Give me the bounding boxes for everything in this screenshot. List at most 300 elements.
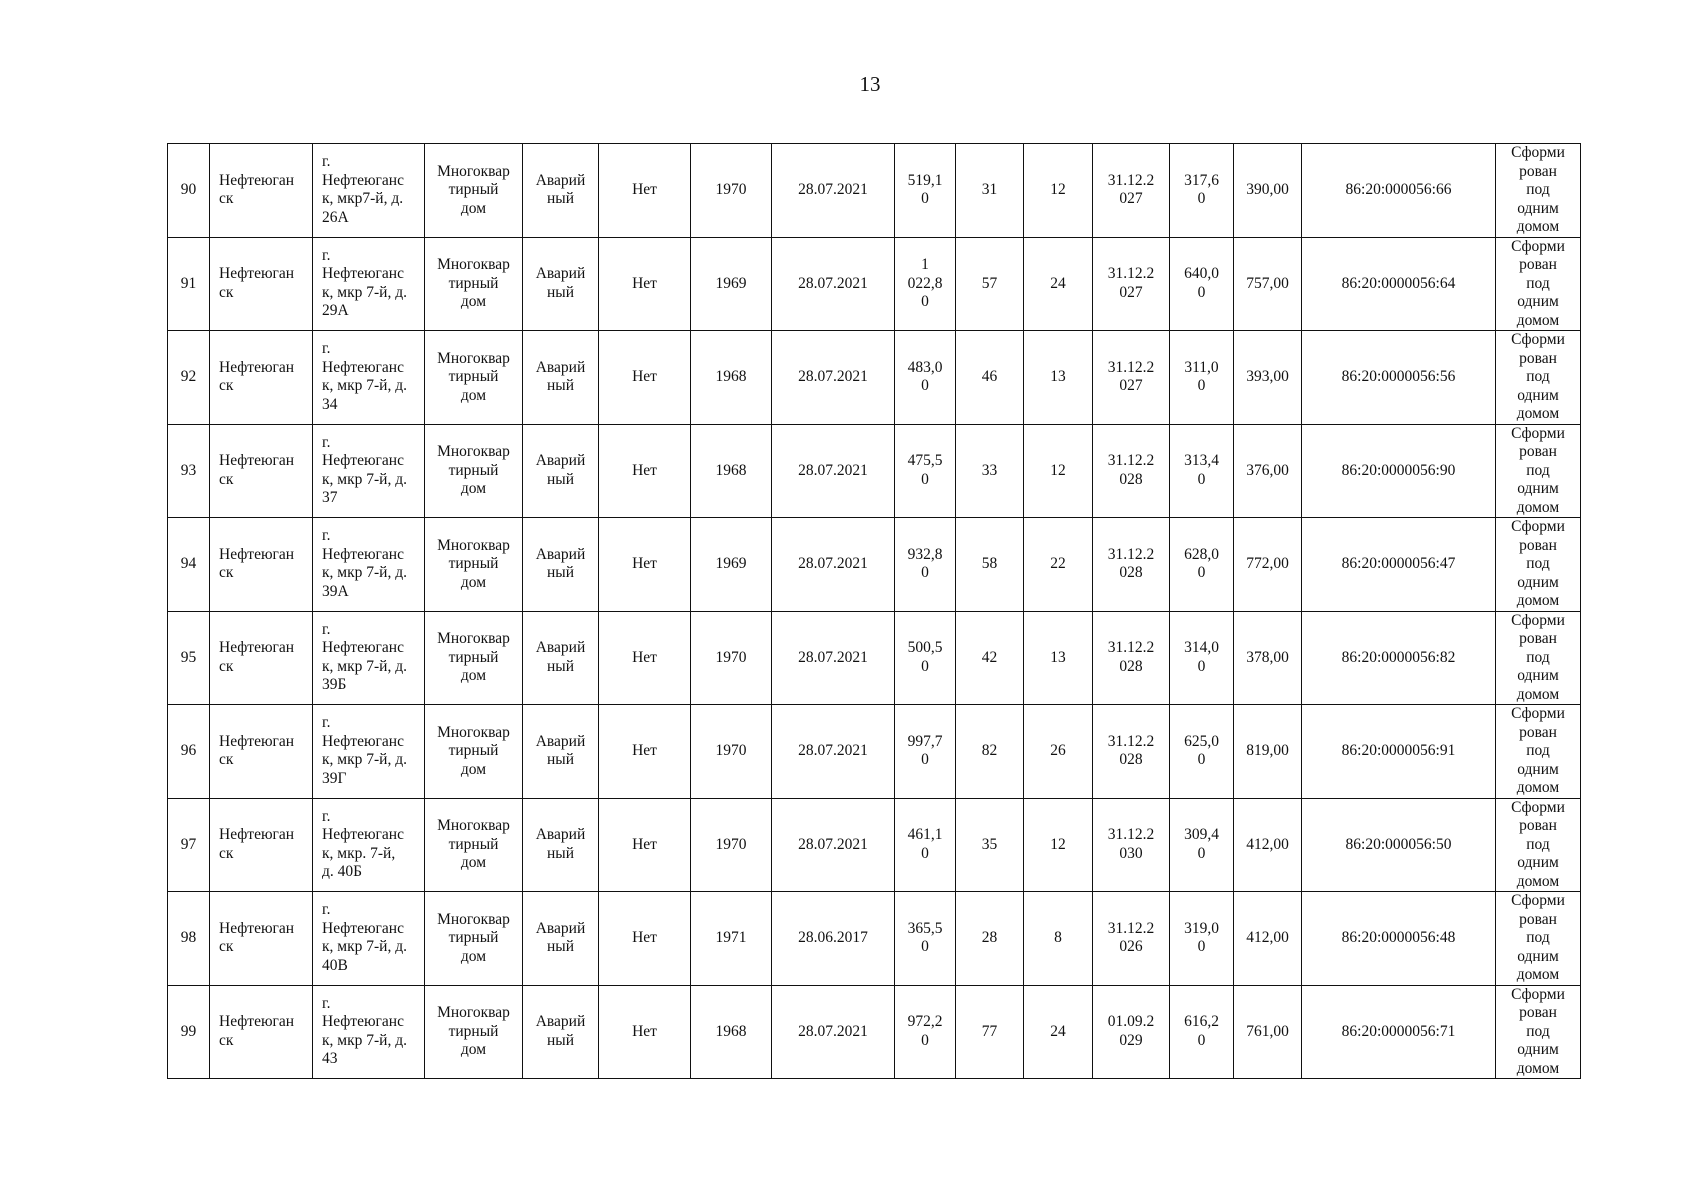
land-status-line: домом (1516, 1059, 1560, 1077)
building-type-line: тирный (448, 648, 499, 666)
land-status-line: под (1526, 742, 1550, 759)
building-type-cell (425, 892, 523, 986)
address-line: к, мкр 7-й, д. (322, 377, 407, 395)
condition-line: Аварий (535, 1013, 586, 1031)
deadline-line: 028 (1119, 470, 1143, 488)
condition-cell (523, 985, 599, 1079)
condition-line: Аварий (535, 639, 586, 657)
land-status-line: домом (1516, 779, 1560, 796)
living-area-line: 0 (1197, 283, 1206, 301)
address-cell (313, 798, 425, 892)
land-status-cell (1496, 798, 1581, 892)
building-type-cell (425, 144, 523, 238)
land-status-line: домом (1516, 592, 1560, 609)
address-line: к, мкр 7-й, д. (322, 657, 407, 675)
cadastral-number-cell: 86:20:0000056:56 (1302, 331, 1496, 425)
building-type-line: тирный (448, 835, 499, 853)
land-status-line: одним (1517, 480, 1559, 497)
land-status-line: под (1526, 461, 1550, 479)
land-status-line: домом (1516, 498, 1560, 516)
living-area-line: 317,6 (1184, 171, 1219, 189)
building-type-line: дом (460, 760, 487, 778)
total-area-line: 997,7 (907, 732, 943, 750)
city-line: ск (219, 657, 234, 675)
living-area-line: 0 (1197, 657, 1206, 675)
decision-date-cell: 28.06.2017 (772, 892, 895, 986)
apartments-cell: 13 (1024, 611, 1093, 705)
address-line: Нефтеюганс (322, 171, 404, 189)
condition-cell (523, 237, 599, 331)
city-line: Нефтеюган (219, 919, 295, 937)
apartments-cell: 12 (1024, 144, 1093, 238)
building-type-line: дом (460, 199, 487, 217)
city-line: ск (219, 564, 234, 582)
row-number-cell: 95 (168, 611, 210, 705)
living-area-line: 0 (1197, 1031, 1206, 1049)
land-status-line: домом (1516, 872, 1560, 890)
address-line: г. (322, 901, 331, 919)
land-status-line: рован (1519, 349, 1557, 367)
total-area-line: 483,0 (907, 358, 943, 376)
land-status-line: Сформи (1511, 518, 1565, 535)
address-line: Нефтеюганс (322, 545, 404, 563)
deadline-cell (1093, 798, 1170, 892)
land-area-cell: 393,00 (1234, 331, 1302, 425)
building-type-cell (425, 611, 523, 705)
cadastral-number-cell: 86:20:0000056:48 (1302, 892, 1496, 986)
building-type-line: Многоквар (437, 536, 510, 554)
land-status-cell (1496, 705, 1581, 799)
building-type-line: Многоквар (437, 443, 510, 460)
table-row (168, 144, 1581, 238)
deadline-cell (1093, 518, 1170, 612)
apartments-cell: 8 (1024, 892, 1093, 986)
table-row (168, 518, 1581, 612)
city-cell (210, 985, 313, 1079)
address-line: г. (322, 620, 331, 638)
city-cell (210, 518, 313, 612)
city-line: ск (219, 283, 234, 301)
land-status-cell (1496, 518, 1581, 612)
deadline-line: 31.12.2 (1107, 639, 1155, 657)
land-area-cell: 772,00 (1234, 518, 1302, 612)
land-area-cell: 378,00 (1234, 611, 1302, 705)
living-area-line: 0 (1197, 377, 1206, 395)
residents-cell: 46 (956, 331, 1024, 425)
condition-line: Аварий (535, 171, 586, 189)
city-line: Нефтеюган (219, 265, 295, 283)
condition-line: ный (546, 1031, 574, 1049)
building-type-cell (425, 424, 523, 518)
table-row (168, 985, 1581, 1079)
land-status-line: одним (1517, 386, 1559, 404)
apartments-cell: 26 (1024, 705, 1093, 799)
city-line: Нефтеюган (219, 545, 295, 563)
row-number-cell: 93 (168, 424, 210, 518)
address-line: д. 40Б (322, 863, 363, 881)
address-line: Нефтеюганс (322, 265, 404, 283)
decision-date-cell: 28.07.2021 (772, 331, 895, 425)
building-type-line: дом (460, 480, 487, 497)
address-line: Нефтеюганс (322, 639, 404, 657)
land-status-cell (1496, 611, 1581, 705)
decision-date-cell: 28.07.2021 (772, 518, 895, 612)
address-line: Нефтеюганс (322, 358, 404, 376)
address-line: к, мкр 7-й, д. (322, 564, 407, 582)
building-type-line: Многоквар (437, 910, 510, 928)
deadline-line: 028 (1119, 564, 1143, 582)
land-area-cell: 412,00 (1234, 798, 1302, 892)
land-status-line: под (1526, 181, 1550, 198)
apartments-cell: 12 (1024, 424, 1093, 518)
land-status-line: домом (1516, 311, 1560, 329)
living-area-cell (1170, 892, 1234, 986)
address-line: 37 (322, 489, 338, 507)
apartments-cell: 24 (1024, 237, 1093, 331)
living-area-line: 0 (1197, 190, 1206, 208)
total-area-cell (895, 611, 956, 705)
deadline-line: 027 (1119, 377, 1143, 395)
deadline-line: 31.12.2 (1107, 545, 1155, 563)
land-status-line: Сформи (1511, 985, 1565, 1003)
land-status-line: рован (1519, 162, 1557, 180)
condition-cell (523, 611, 599, 705)
build-year-cell: 1968 (691, 331, 772, 425)
city-line: Нефтеюган (219, 1013, 295, 1031)
building-type-line: тирный (448, 368, 499, 385)
building-type-line: дом (460, 573, 487, 591)
total-area-line: 0 (921, 657, 929, 675)
city-line: ск (219, 751, 234, 769)
row-number-cell: 94 (168, 518, 210, 612)
build-year-cell: 1971 (691, 892, 772, 986)
land-status-line: рован (1519, 630, 1557, 647)
land-status-line: под (1526, 1022, 1550, 1040)
land-status-line: рован (1519, 817, 1557, 834)
condition-line: Аварий (535, 826, 586, 844)
building-type-line: Многоквар (437, 349, 510, 367)
address-cell (313, 611, 425, 705)
city-line: Нефтеюган (219, 171, 295, 189)
building-type-line: тирный (448, 461, 499, 479)
living-area-cell (1170, 144, 1234, 238)
total-area-line: 0 (921, 1031, 929, 1049)
address-line: 39Г (322, 769, 347, 787)
cadastral-number-cell: 86:20:0000056:64 (1302, 237, 1496, 331)
residents-cell: 28 (956, 892, 1024, 986)
total-area-cell (895, 237, 956, 331)
land-status-line: одним (1517, 293, 1559, 310)
total-area-line: 022,8 (907, 274, 943, 292)
address-line: Нефтеюганс (322, 732, 404, 750)
land-status-cell (1496, 892, 1581, 986)
city-cell (210, 798, 313, 892)
land-area-cell: 819,00 (1234, 705, 1302, 799)
apartments-cell: 13 (1024, 331, 1093, 425)
city-line: Нефтеюган (219, 732, 295, 750)
table-body (168, 144, 1581, 1079)
land-status-line: Сформи (1511, 611, 1565, 629)
apartments-cell: 22 (1024, 518, 1093, 612)
flag-cell: Нет (599, 892, 691, 986)
land-status-line: под (1526, 835, 1550, 853)
building-type-line: Многоквар (437, 256, 510, 273)
address-cell (313, 985, 425, 1079)
city-cell (210, 144, 313, 238)
address-line: к, мкр. 7-й, (322, 844, 396, 862)
living-area-line: 0 (1197, 751, 1206, 769)
table-row (168, 892, 1581, 986)
city-line: ск (219, 190, 234, 208)
cadastral-number-cell: 86:20:0000056:82 (1302, 611, 1496, 705)
total-area-line: 0 (921, 844, 929, 862)
condition-line: Аварий (535, 919, 586, 937)
deadline-line: 31.12.2 (1107, 358, 1155, 376)
deadline-cell (1093, 237, 1170, 331)
table-row (168, 237, 1581, 331)
city-cell (210, 237, 313, 331)
building-type-line: Многоквар (437, 817, 510, 834)
total-area-cell (895, 424, 956, 518)
land-status-cell (1496, 237, 1581, 331)
living-area-line: 0 (1197, 844, 1206, 862)
land-status-line: рован (1519, 536, 1557, 554)
land-status-line: одним (1517, 854, 1559, 871)
housing-registry-table (167, 143, 1581, 1079)
land-status-line: рован (1519, 910, 1557, 928)
total-area-line: 0 (921, 751, 929, 769)
living-area-line: 640,0 (1184, 265, 1219, 283)
deadline-line: 31.12.2 (1107, 826, 1155, 844)
total-area-cell (895, 985, 956, 1079)
flag-cell: Нет (599, 331, 691, 425)
condition-line: ный (546, 938, 574, 956)
living-area-cell (1170, 237, 1234, 331)
condition-line: Аварий (535, 732, 586, 750)
build-year-cell: 1969 (691, 237, 772, 331)
land-status-line: домом (1516, 218, 1560, 235)
address-line: г. (322, 527, 331, 545)
residents-cell: 57 (956, 237, 1024, 331)
cadastral-number-cell: 86:20:000056:50 (1302, 798, 1496, 892)
build-year-cell: 1968 (691, 985, 772, 1079)
total-area-line: 932,8 (907, 545, 943, 563)
address-cell (313, 892, 425, 986)
building-type-line: Многоквар (437, 162, 510, 180)
living-area-line: 313,4 (1184, 452, 1219, 470)
flag-cell: Нет (599, 985, 691, 1079)
decision-date-cell: 28.07.2021 (772, 144, 895, 238)
address-line: 40В (322, 956, 348, 974)
living-area-line: 311,0 (1184, 358, 1219, 376)
building-type-line: дом (460, 1041, 487, 1058)
table-row (168, 611, 1581, 705)
land-status-line: Сформи (1511, 798, 1565, 816)
city-cell (210, 331, 313, 425)
address-line: 39А (322, 582, 349, 600)
address-line: г. (322, 807, 331, 825)
city-line: Нефтеюган (219, 639, 295, 657)
address-line: к, мкр 7-й, д. (322, 751, 407, 769)
total-area-line: 1 (921, 256, 929, 273)
condition-line: ный (546, 283, 574, 301)
land-status-line: домом (1516, 405, 1560, 422)
building-type-cell (425, 331, 523, 425)
row-number-cell: 98 (168, 892, 210, 986)
total-area-line: 461,1 (907, 826, 943, 844)
address-line: 39Б (322, 676, 347, 694)
living-area-cell (1170, 798, 1234, 892)
decision-date-cell: 28.07.2021 (772, 611, 895, 705)
address-line: Нефтеюганс (322, 452, 404, 470)
deadline-cell (1093, 331, 1170, 425)
living-area-cell (1170, 611, 1234, 705)
condition-line: ный (546, 844, 574, 862)
building-type-line: тирный (448, 181, 499, 198)
deadline-line: 026 (1119, 938, 1143, 956)
building-type-cell (425, 798, 523, 892)
living-area-line: 0 (1197, 938, 1206, 956)
land-status-line: одним (1517, 573, 1559, 591)
build-year-cell: 1970 (691, 611, 772, 705)
city-line: Нефтеюган (219, 452, 295, 470)
land-area-cell: 376,00 (1234, 424, 1302, 518)
city-line: ск (219, 844, 234, 862)
deadline-line: 027 (1119, 283, 1143, 301)
living-area-line: 616,2 (1184, 1013, 1219, 1031)
living-area-line: 314,0 (1184, 639, 1219, 657)
address-line: г. (322, 994, 331, 1012)
condition-cell (523, 705, 599, 799)
row-number-cell: 91 (168, 237, 210, 331)
land-status-line: одним (1517, 199, 1559, 217)
land-area-cell: 390,00 (1234, 144, 1302, 238)
deadline-cell (1093, 144, 1170, 238)
row-number-cell: 90 (168, 144, 210, 238)
address-line: 26А (322, 208, 349, 226)
address-line: к, мкр 7-й, д. (322, 938, 407, 956)
condition-cell (523, 144, 599, 238)
total-area-cell (895, 518, 956, 612)
land-status-line: Сформи (1511, 892, 1565, 909)
land-status-line: Сформи (1511, 144, 1565, 161)
residents-cell: 42 (956, 611, 1024, 705)
address-line: г. (322, 153, 331, 171)
living-area-line: 0 (1197, 470, 1206, 488)
building-type-line: дом (460, 293, 487, 310)
total-area-cell (895, 705, 956, 799)
land-status-line: одним (1517, 760, 1559, 778)
living-area-line: 309,4 (1184, 826, 1219, 844)
deadline-cell (1093, 985, 1170, 1079)
total-area-line: 0 (921, 190, 929, 208)
condition-line: Аварий (535, 265, 586, 283)
residents-cell: 58 (956, 518, 1024, 612)
condition-line: ный (546, 751, 574, 769)
condition-cell (523, 518, 599, 612)
total-area-cell (895, 331, 956, 425)
building-type-line: дом (460, 667, 487, 684)
address-line: Нефтеюганс (322, 1013, 404, 1031)
land-status-line: под (1526, 274, 1550, 292)
row-number-cell: 97 (168, 798, 210, 892)
flag-cell: Нет (599, 237, 691, 331)
building-type-line: тирный (448, 555, 499, 572)
land-area-cell: 761,00 (1234, 985, 1302, 1079)
living-area-cell (1170, 518, 1234, 612)
condition-cell (523, 331, 599, 425)
deadline-line: 31.12.2 (1107, 171, 1155, 189)
living-area-cell (1170, 424, 1234, 518)
building-type-line: дом (460, 854, 487, 871)
deadline-line: 31.12.2 (1107, 919, 1155, 937)
condition-line: ный (546, 564, 574, 582)
land-area-cell: 412,00 (1234, 892, 1302, 986)
build-year-cell: 1970 (691, 144, 772, 238)
deadline-line: 31.12.2 (1107, 452, 1155, 470)
total-area-cell (895, 144, 956, 238)
city-line: ск (219, 1031, 234, 1049)
land-status-cell (1496, 331, 1581, 425)
city-line: ск (219, 938, 234, 956)
land-status-line: рован (1519, 443, 1557, 460)
address-line: г. (322, 246, 331, 264)
address-line: 43 (322, 1050, 338, 1068)
flag-cell: Нет (599, 798, 691, 892)
deadline-line: 01.09.2 (1107, 1013, 1155, 1031)
land-status-line: под (1526, 929, 1550, 946)
deadline-line: 029 (1119, 1031, 1143, 1049)
condition-line: Аварий (535, 358, 586, 376)
deadline-line: 030 (1119, 844, 1143, 862)
address-line: 29А (322, 302, 349, 320)
decision-date-cell: 28.07.2021 (772, 705, 895, 799)
address-cell (313, 705, 425, 799)
apartments-cell: 12 (1024, 798, 1093, 892)
table-row (168, 798, 1581, 892)
city-cell (210, 424, 313, 518)
city-cell (210, 705, 313, 799)
condition-line: ный (546, 377, 574, 395)
building-type-line: тирный (448, 929, 499, 946)
living-area-cell (1170, 331, 1234, 425)
land-status-cell (1496, 144, 1581, 238)
residents-cell: 33 (956, 424, 1024, 518)
condition-line: Аварий (535, 452, 586, 470)
living-area-line: 628,0 (1184, 545, 1219, 563)
land-status-line: Сформи (1511, 424, 1565, 442)
decision-date-cell: 28.07.2021 (772, 424, 895, 518)
land-status-cell (1496, 985, 1581, 1079)
residents-cell: 31 (956, 144, 1024, 238)
residents-cell: 35 (956, 798, 1024, 892)
land-status-cell (1496, 424, 1581, 518)
land-status-line: домом (1516, 966, 1560, 983)
cadastral-number-cell: 86:20:0000056:90 (1302, 424, 1496, 518)
land-status-line: под (1526, 648, 1550, 666)
land-status-line: одним (1517, 1041, 1559, 1058)
total-area-cell (895, 798, 956, 892)
address-line: г. (322, 433, 331, 451)
total-area-line: 500,5 (907, 639, 943, 657)
land-status-line: под (1526, 368, 1550, 385)
address-line: Нефтеюганс (322, 826, 404, 844)
residents-cell: 82 (956, 705, 1024, 799)
total-area-cell (895, 892, 956, 986)
deadline-line: 027 (1119, 190, 1143, 208)
living-area-line: 625,0 (1184, 732, 1219, 750)
flag-cell: Нет (599, 424, 691, 518)
